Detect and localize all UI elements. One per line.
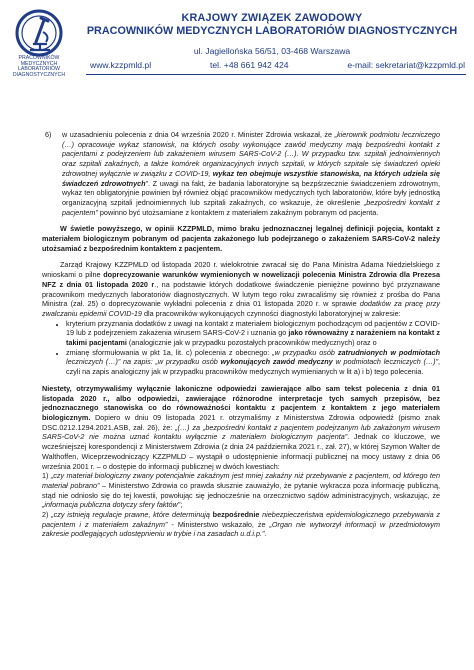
quote-text: „w przypadku osób <box>272 347 338 357</box>
org-name-line2: PRACOWNIKÓW MEDYCZNYCH LABORATORIÓW DIAGNOSTYCZNYCH <box>86 25 458 37</box>
quote-text: „w przypadku osób <box>155 357 221 367</box>
text-run: 1) <box>42 471 51 481</box>
header-divider <box>86 74 466 75</box>
letter-body <box>42 130 440 539</box>
list-item-number: 6) <box>45 130 52 139</box>
phone-number: tel. +48 661 942 424 <box>209 60 289 70</box>
quote-text: „czy materiał biologiczny zwany potencjalnie zakaźnym jest mniej zakaźny niż przebywanie z pacjentem, od którego ten materiał pobrano” <box>42 471 440 490</box>
list-item <box>66 348 440 377</box>
emphasis-text: doprecyzowanie warunków wymienionych w nowelizacji polecenia Ministra Zdrowia dla Prezesa NFZ z dnia 01 listopada 2020 r <box>42 270 440 289</box>
text-run: ; <box>180 500 183 510</box>
quote-text: „bezpośredni kontakt z pacjentem” <box>62 197 440 217</box>
request-list <box>42 319 440 377</box>
text-run: Zarząd Krajowy KZZPMLD od listopada 2020 r. wielokrotnie zwracał się do Pana Ministra Adama Niedzielskiego z wnioskami o pilne <box>42 260 440 280</box>
org-address: ul. Jagiellońska 56/51, 03-468 Warszawa <box>193 46 351 56</box>
logo-caption-line: MEDYCZNYCH <box>20 60 58 67</box>
quote-text: „informacja publiczna dotyczy sfery faktów” <box>42 500 181 510</box>
emphasis-text: jako równoważny z narażeniem na kontakt z takimi pacjentami <box>66 328 441 348</box>
quote-text: w podmiotach leczniczych (…)” <box>332 357 438 367</box>
emphasis-text: bezpośrednie <box>212 510 260 520</box>
text-run: dla pracowników wykonujących czynności diagnostyki laboratoryjnej w zakresie: <box>141 308 401 318</box>
contact-line <box>90 60 465 70</box>
quote-text: dodatków za pracę przy zwalczaniu epidemii COVID-19 <box>42 299 440 318</box>
microscope-icon <box>10 6 68 62</box>
logo-caption-line: DIAGNOSTYCZNYCH <box>12 71 66 78</box>
emphasis-text: wykonujących zawód medyczny <box>220 357 333 367</box>
text-run: powinno być utożsamiane z kontaktem z materiałem zakaźnym pobranym od pacjenta. <box>97 207 379 217</box>
text-run: – Ministerstwo Zdrowia co prawda słusznie zauważyło, że pytanie wykracza poza informację publiczną, stąd nie odniosło się do tej kwestii, powołując się jednocześnie na orzecznictwo sądów administracyjnych, wskazując, że <box>42 480 440 500</box>
text-run: zmianę sformułowania w pkt 1a, lit. c) polecenia z obecnego: <box>66 347 273 357</box>
quote-text: „(…) za „bezpośredni kontakt z pacjentem podejrzanym lub zakażonym wirusem SARS-CoV-2 nie można uznać kontaktu wyłącznie z materiałem biologicznym pacjenta” <box>42 422 440 442</box>
quote-text: „Organ nie wytworzył informacji w przedmiotowym zakresie podlegających udostępnieniu w trybie i na zasadach u.d.i.p.” <box>42 519 441 539</box>
conclusion-paragraph <box>42 224 440 253</box>
quote-text: „czy istnieją regulacje prawne, które determinują <box>51 510 213 520</box>
emphasis-text: Niestety, otrzymywaliśmy wyłącznie lakoniczne odpowiedzi zawierające albo sam tekst polecenia z dnia 01 listopada 2020 r., albo odpowiedzi, zawierające różnorodne interpretacje tych samych przepisów, bez jednoznacznego stanowiska co do równoważności kontaktu z pacjentem z kontaktem z jego materiałem biologicznym. <box>42 383 440 422</box>
text-run: . <box>264 529 267 539</box>
list-item <box>66 319 440 348</box>
text-run: - Ministerstwo wskazało, że <box>167 519 270 529</box>
organization-name <box>82 12 462 38</box>
logo-caption-line: LABORATORIÓW <box>18 66 60 73</box>
text-run: kryterium przyznania dodatków z uwagi na kontakt z materiałem biologicznym pochodzącym od pacjentów z COVID-19 lub z podejrzeniem zakażenia wirusem SARS-CoV-2 i uznania go <box>66 318 440 338</box>
question-2 <box>42 510 440 539</box>
text-run: w uzasadnieniu polecenia z dnia 04 września 2020 r. Minister Zdrowia wskazał, że <box>62 130 335 139</box>
quote-text: „kierownik podmiotu leczniczego (…) opracowuje wykaz stanowisk, na których osoby wykonujące zawód medyczny mają bezpośredni kontakt z pacjentami z podejrzeniem lub zakażeniem wirusem SARS-CoV-2 (…). W przypadku tzw. szpitali jednoimiennych oraz szpitali zakaźnych, a także komórek organizacyjnych innych szpitali, w których szpitale się świadczeń opieki zdrowotnej wyłącznie w związku z COVID-19, <box>62 130 440 178</box>
text-run: ”. Z uwagi na fakt, że badania laboratoryjne są bezpśrzecznie świadczeniem zdrowotnym, wykaz ten obligatoryjnie powinien był również objąć pracowników medycznych tych laboratoriów, które były jednostką organizacyjną szpitali jednoimiennych lub szpitali zakaźnych, co wskazuje, że określenie <box>62 178 440 207</box>
quote-text: niebezpieczeństwa epidemiologicznego przebywania z pacjentem i z materiałem zakaźnym” <box>42 510 440 529</box>
website-link[interactable]: www.kzzpmld.pl <box>90 60 152 70</box>
question-1 <box>42 471 440 510</box>
text-run: (analogicznie jak w przypadku pozostałych pracowników medycznych) oraz o <box>126 338 377 348</box>
text-run: . Jednak co kluczowe, we wcześniejszej korespondencji z Ministerstwem Zdrowia (z dnia 24 października 2021 r., zał. 27), w której Szymon Walter de Walthoffen, Wiceprzewodniczący KZZPMLD – wystąpił o udostępnienie informacji publicznej na mocy ustawy z dnia 06 września 2001 r. – o dostępie do informacji publicznej w dwóch kwestiach: <box>42 432 440 471</box>
logo-caption <box>6 56 72 78</box>
conclusion-text: W świetle powyższego, w opinii KZZPMLD, mimo braku jednoznacznej legalnej definicji pojęcia, kontakt z materiałem biologicznym pobranym od pacjenta zakażonego lub podejrzanego o zakażeniem SARS-CoV-2 należy utożsamiać z bezpośrednim kontaktem z pacjentem. <box>42 224 440 253</box>
emphasis-text: wykaz ten obejmuje wszystkie stanowiska, na których udziela się świadczeń zdrowotnych <box>62 168 440 188</box>
text-run: Dopiero w dniu 09 listopada 2021 r. otrzymaliśmy z Ministerstwa Zdrowia odpowiedź (pismo znak DSC.0212.1294.2021.ASB, zał. 26), że: <box>42 412 440 432</box>
quote-text: leczniczych (…)” na zapis: <box>66 357 156 367</box>
list-item-6 <box>42 130 440 217</box>
text-run: , czyli na zapis analogiczny jak w przypadku pracowników medycznych wymienianych w lit a) i b) tego polecenia. <box>66 357 441 377</box>
logo-caption-line: PRACOWNIKÓW <box>18 55 60 61</box>
text-run: ., na podstawie których dodatkowe świadczenie pieniężne powinno być przyznawane pracownikom medycznych laboratoriów diagnostycznych. W lutym tego roku zwracaliśmy się również z prośba do Pana Ministra (zał. 25) o doprecyzowanie wykładni polecenia z dnia 01 listopada 2020 r. w sprawie <box>42 279 441 309</box>
paragraph-board-requests <box>42 260 440 318</box>
emphasis-text: zatrudnionych w podmiotach <box>337 347 441 357</box>
email-link[interactable]: e-mail: sekretariat@kzzpmld.pl <box>347 60 465 70</box>
org-name-line1: KRAJOWY ZWIĄZEK ZAWODOWY <box>181 12 363 24</box>
text-run: 2) <box>42 510 52 520</box>
paragraph-responses <box>42 384 440 471</box>
